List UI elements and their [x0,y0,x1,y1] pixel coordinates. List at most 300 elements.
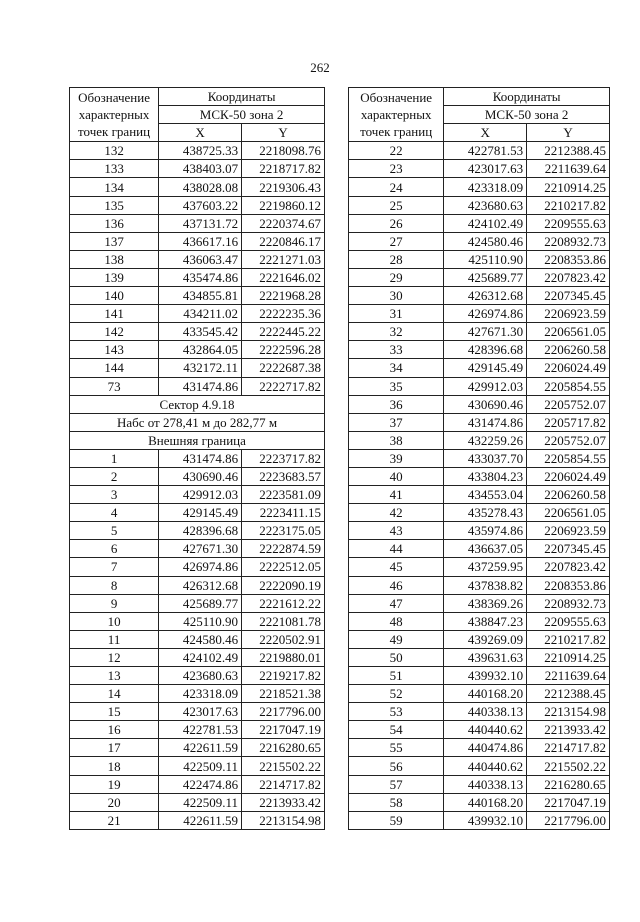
y-value: 2206561.05 [527,323,610,341]
point-id: 12 [70,648,159,666]
coords-title: Координаты [444,88,610,106]
y-value: 2207823.42 [527,558,610,576]
y-value: 2221271.03 [242,250,325,268]
point-id: 52 [349,685,444,703]
table-row [349,504,610,522]
point-id: 38 [349,431,444,449]
table-row [70,214,325,232]
y-value: 2220502.91 [242,630,325,648]
coordinates-table-left [69,87,325,830]
coords-subtitle: МСК-50 зона 2 [444,106,610,124]
point-id: 36 [349,395,444,413]
point-id: 13 [70,667,159,685]
table-row [70,685,325,703]
y-value: 2219860.12 [242,196,325,214]
x-value: 424102.49 [444,214,527,232]
point-id: 56 [349,757,444,775]
point-id: 47 [349,594,444,612]
y-value: 2209555.63 [527,612,610,630]
table-row [70,667,325,685]
x-value: 430690.46 [159,467,242,485]
x-value: 438028.08 [159,178,242,196]
table-row [349,739,610,757]
point-id: 14 [70,685,159,703]
x-value: 423017.63 [159,703,242,721]
right-table-body [349,88,610,830]
x-value: 429912.03 [444,377,527,395]
y-value: 2216280.65 [242,739,325,757]
y-value: 2219217.82 [242,667,325,685]
x-value: 424580.46 [159,630,242,648]
point-id: 73 [70,377,159,395]
point-id: 45 [349,558,444,576]
table-row [70,178,325,196]
point-id: 17 [70,739,159,757]
table-row [70,287,325,305]
table-row [349,377,610,395]
x-value: 432864.05 [159,341,242,359]
x-value: 422781.53 [444,142,527,160]
table-row [70,305,325,323]
table-row [349,413,610,431]
x-value: 431474.86 [159,377,242,395]
coordinates-table-right [348,87,610,830]
point-id: 49 [349,630,444,648]
table-row [349,323,610,341]
y-value: 2219306.43 [242,178,325,196]
table-row [349,486,610,504]
x-value: 440440.62 [444,721,527,739]
x-value: 435474.86 [159,268,242,286]
point-id: 28 [349,250,444,268]
point-id: 144 [70,359,159,377]
point-id: 143 [70,341,159,359]
y-value: 2212388.45 [527,142,610,160]
y-value: 2220374.67 [242,214,325,232]
x-value: 438725.33 [159,142,242,160]
point-id: 29 [349,268,444,286]
x-value: 432172.11 [159,359,242,377]
point-id: 58 [349,793,444,811]
point-id: 19 [70,775,159,793]
table-row [70,757,325,775]
table-row [349,667,610,685]
x-value: 435974.86 [444,522,527,540]
x-value: 437603.22 [159,196,242,214]
y-value: 2205854.55 [527,449,610,467]
x-value: 426974.86 [159,558,242,576]
y-value: 2216280.65 [527,775,610,793]
table-row [70,703,325,721]
y-value: 2206024.49 [527,467,610,485]
point-id: 33 [349,341,444,359]
x-value: 429912.03 [159,486,242,504]
x-header: X [444,124,527,142]
y-value: 2207823.42 [527,268,610,286]
y-value: 2221612.22 [242,594,325,612]
table-row [349,612,610,630]
table-row [70,449,325,467]
point-id: 1 [70,449,159,467]
x-value: 440338.13 [444,703,527,721]
y-value: 2222235.36 [242,305,325,323]
point-label-header [349,88,444,142]
x-value: 426312.68 [159,576,242,594]
page-number: 262 [310,60,330,75]
point-id: 135 [70,196,159,214]
sector-height-row [70,413,325,431]
table-row [70,486,325,504]
table-row [349,467,610,485]
table-row [349,576,610,594]
x-value: 433545.42 [159,323,242,341]
table-row [70,359,325,377]
table-row [70,522,325,540]
x-value: 431474.86 [159,449,242,467]
table-row [349,558,610,576]
x-value: 422611.59 [159,811,242,829]
y-value: 2208932.73 [527,232,610,250]
y-value: 2223683.57 [242,467,325,485]
y-value: 2223411.15 [242,504,325,522]
table-row [349,431,610,449]
point-id: 138 [70,250,159,268]
x-value: 424102.49 [159,648,242,666]
y-value: 2218521.38 [242,685,325,703]
y-value: 2206260.58 [527,341,610,359]
y-value: 2217047.19 [242,721,325,739]
table-row [349,305,610,323]
y-value: 2221968.28 [242,287,325,305]
x-value: 438403.07 [159,160,242,178]
y-value: 2222874.59 [242,540,325,558]
x-value: 422509.11 [159,793,242,811]
point-id: 51 [349,667,444,685]
table-row [349,703,610,721]
point-id: 2 [70,467,159,485]
x-value: 429145.49 [444,359,527,377]
x-value: 439631.63 [444,648,527,666]
x-value: 440168.20 [444,793,527,811]
y-value: 2223581.09 [242,486,325,504]
x-value: 438847.23 [444,612,527,630]
point-id: 132 [70,142,159,160]
table-row [349,287,610,305]
point-id: 7 [70,558,159,576]
point-id: 11 [70,630,159,648]
point-label-line: точек границ [360,124,433,140]
point-id: 41 [349,486,444,504]
y-value: 2211639.64 [527,667,610,685]
point-id: 15 [70,703,159,721]
point-label-line: Обозначение [78,90,150,106]
point-id: 32 [349,323,444,341]
y-value: 2210217.82 [527,196,610,214]
point-id: 6 [70,540,159,558]
x-value: 434211.02 [159,305,242,323]
point-id: 137 [70,232,159,250]
x-value: 423318.09 [444,178,527,196]
x-value: 434553.04 [444,486,527,504]
x-value: 422509.11 [159,757,242,775]
table-row [349,268,610,286]
x-value: 437131.72 [159,214,242,232]
point-id: 53 [349,703,444,721]
y-value: 2219880.01 [242,648,325,666]
y-value: 2206260.58 [527,486,610,504]
y-value: 2217796.00 [527,811,610,829]
x-value: 423680.63 [444,196,527,214]
y-value: 2213933.42 [242,793,325,811]
point-id: 5 [70,522,159,540]
coords-subtitle: МСК-50 зона 2 [159,106,325,124]
x-value: 422474.86 [159,775,242,793]
header-row [70,88,325,106]
point-id: 20 [70,793,159,811]
y-value: 2222717.82 [242,377,325,395]
x-value: 436063.47 [159,250,242,268]
table-row [70,142,325,160]
y-value: 2208353.86 [527,250,610,268]
x-value: 422611.59 [159,739,242,757]
sector-height: Набс от 278,41 м до 282,77 м [70,413,325,431]
table-row [349,793,610,811]
point-id: 133 [70,160,159,178]
x-value: 436617.16 [159,232,242,250]
y-value: 2209555.63 [527,214,610,232]
table-row [70,341,325,359]
table-row [349,178,610,196]
y-value: 2217047.19 [527,793,610,811]
table-row [70,648,325,666]
y-value: 2222687.38 [242,359,325,377]
table-row [349,775,610,793]
table-row [70,612,325,630]
point-id: 43 [349,522,444,540]
table-row [349,160,610,178]
x-value: 428396.68 [444,341,527,359]
table-row [349,630,610,648]
table-row [349,811,610,829]
point-id: 10 [70,612,159,630]
x-value: 433037.70 [444,449,527,467]
y-value: 2215502.22 [242,757,325,775]
point-id: 22 [349,142,444,160]
point-id: 42 [349,504,444,522]
table-row [70,558,325,576]
y-value: 2207345.45 [527,540,610,558]
table-row [70,630,325,648]
x-value: 422781.53 [159,721,242,739]
coords-title: Координаты [159,88,325,106]
point-id: 31 [349,305,444,323]
x-value: 437259.95 [444,558,527,576]
table-row [349,232,610,250]
point-id: 136 [70,214,159,232]
x-value: 428396.68 [159,522,242,540]
table-row [70,775,325,793]
y-value: 2220846.17 [242,232,325,250]
y-value: 2207345.45 [527,287,610,305]
header-row [349,88,610,106]
point-id: 25 [349,196,444,214]
y-value: 2218098.76 [242,142,325,160]
y-value: 2221646.02 [242,268,325,286]
y-value: 2215502.22 [527,757,610,775]
x-value: 439269.09 [444,630,527,648]
point-id: 54 [349,721,444,739]
y-value: 2217796.00 [242,703,325,721]
point-id: 134 [70,178,159,196]
point-id: 59 [349,811,444,829]
point-id: 3 [70,486,159,504]
y-value: 2205752.07 [527,431,610,449]
x-value: 423017.63 [444,160,527,178]
y-value: 2223175.05 [242,522,325,540]
table-row [70,504,325,522]
table-row [70,739,325,757]
table-row [70,196,325,214]
x-value: 434855.81 [159,287,242,305]
sector-title: Сектор 4.9.18 [70,395,325,413]
point-id: 142 [70,323,159,341]
point-id: 40 [349,467,444,485]
y-value: 2222512.05 [242,558,325,576]
point-id: 8 [70,576,159,594]
table-row [349,341,610,359]
y-value: 2214717.82 [527,739,610,757]
table-row [70,721,325,739]
x-value: 427671.30 [444,323,527,341]
point-id: 35 [349,377,444,395]
table-row [70,250,325,268]
point-id: 48 [349,612,444,630]
point-id: 23 [349,160,444,178]
y-value: 2221081.78 [242,612,325,630]
x-value: 431474.86 [444,413,527,431]
point-label-line: Обозначение [360,90,433,106]
point-label-line: характерных [78,107,150,123]
x-value: 437838.82 [444,576,527,594]
table-row [349,685,610,703]
point-id: 50 [349,648,444,666]
table-row [349,214,610,232]
table-row [349,142,610,160]
y-value: 2213933.42 [527,721,610,739]
point-label-line: точек границ [78,124,151,140]
table-row [349,250,610,268]
table-row [70,323,325,341]
y-value: 2208932.73 [527,594,610,612]
y-value: 2213154.98 [527,703,610,721]
point-id: 9 [70,594,159,612]
y-value: 2206024.49 [527,359,610,377]
x-value: 436637.05 [444,540,527,558]
y-value: 2205752.07 [527,395,610,413]
table-row [70,232,325,250]
x-value: 425110.90 [444,250,527,268]
point-id: 24 [349,178,444,196]
x-value: 440474.86 [444,739,527,757]
table-row [70,268,325,286]
x-value: 425110.90 [159,612,242,630]
point-id: 26 [349,214,444,232]
table-row [349,594,610,612]
table-row [70,793,325,811]
x-value: 426312.68 [444,287,527,305]
y-value: 2222445.22 [242,323,325,341]
outer-border-label-row [70,431,325,449]
y-value: 2205717.82 [527,413,610,431]
point-id: 44 [349,540,444,558]
table-row [349,721,610,739]
y-value: 2210914.25 [527,648,610,666]
x-value: 439932.10 [444,667,527,685]
y-value: 2212388.45 [527,685,610,703]
point-id: 4 [70,504,159,522]
point-id: 46 [349,576,444,594]
x-value: 440168.20 [444,685,527,703]
x-value: 423318.09 [159,685,242,703]
sector-title-row [70,395,325,413]
point-id: 37 [349,413,444,431]
y-value: 2206923.59 [527,305,610,323]
x-value: 427671.30 [159,540,242,558]
y-value: 2222596.28 [242,341,325,359]
point-id: 140 [70,287,159,305]
y-value: 2210914.25 [527,178,610,196]
point-id: 30 [349,287,444,305]
y-value: 2211639.64 [527,160,610,178]
y-value: 2210217.82 [527,630,610,648]
x-value: 440338.13 [444,775,527,793]
table-row [70,811,325,829]
point-id: 139 [70,268,159,286]
y-header: Y [527,124,610,142]
point-id: 21 [70,811,159,829]
y-value: 2206923.59 [527,522,610,540]
table-row [349,449,610,467]
table-row [349,648,610,666]
point-id: 18 [70,757,159,775]
y-value: 2208353.86 [527,576,610,594]
y-value: 2218717.82 [242,160,325,178]
point-label-header [70,88,159,142]
point-id: 27 [349,232,444,250]
point-label-line: характерных [360,107,432,123]
x-value: 432259.26 [444,431,527,449]
table-row [349,359,610,377]
point-id: 34 [349,359,444,377]
point-id: 141 [70,305,159,323]
table-row [70,576,325,594]
x-value: 435278.43 [444,504,527,522]
point-id: 57 [349,775,444,793]
table-row [70,594,325,612]
x-value: 423680.63 [159,667,242,685]
x-value: 439932.10 [444,811,527,829]
table-row [349,395,610,413]
point-id: 55 [349,739,444,757]
x-value: 430690.46 [444,395,527,413]
y-value: 2213154.98 [242,811,325,829]
table-row [349,757,610,775]
y-value: 2206561.05 [527,504,610,522]
table-row [70,467,325,485]
x-value: 433804.23 [444,467,527,485]
point-id: 39 [349,449,444,467]
table-row [70,377,325,395]
